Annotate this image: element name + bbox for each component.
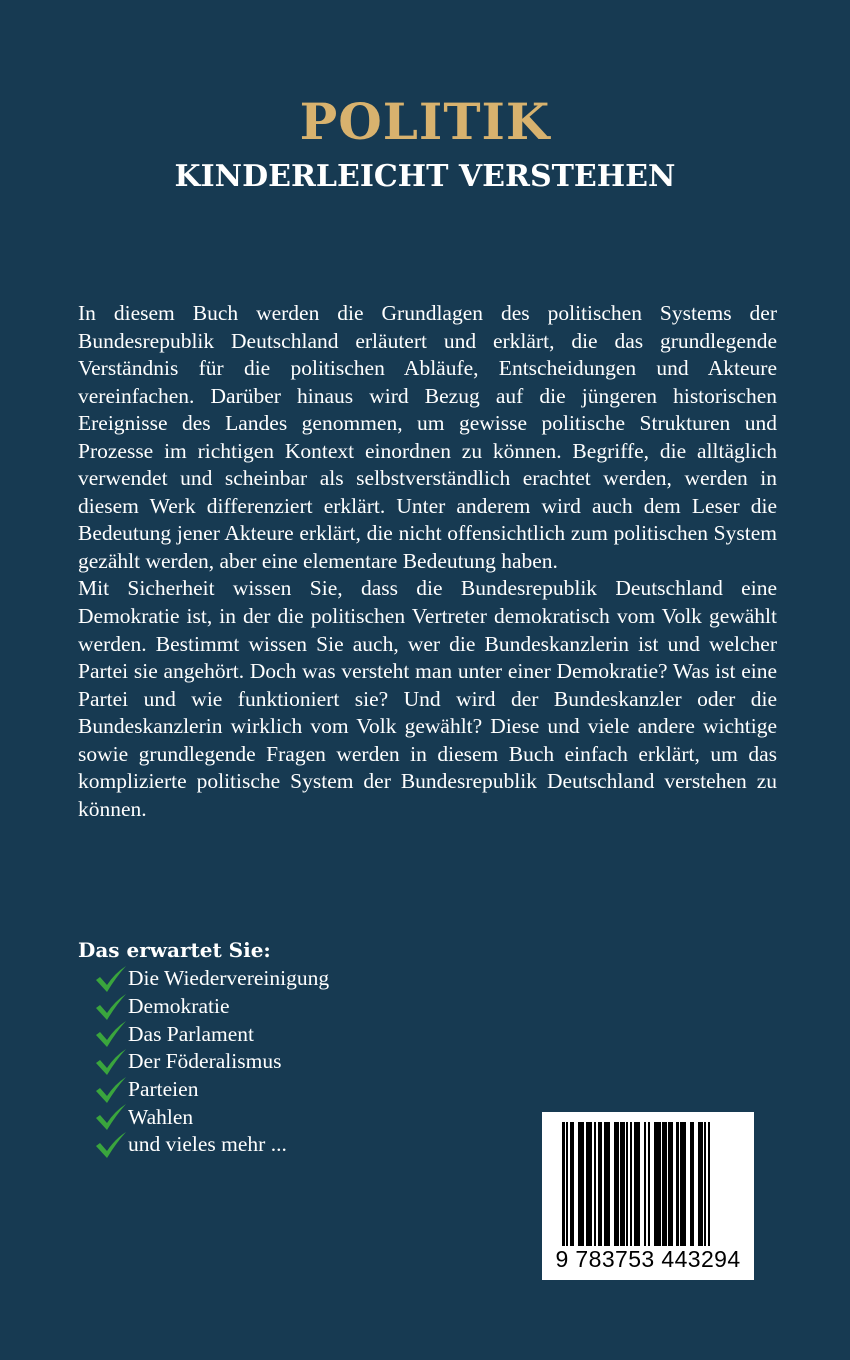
barcode-bar bbox=[698, 1122, 700, 1246]
list-item-label: und vieles mehr ... bbox=[128, 1132, 287, 1157]
barcode-bar bbox=[630, 1122, 632, 1246]
barcode-bar bbox=[562, 1122, 565, 1246]
barcode-bar bbox=[662, 1122, 664, 1246]
barcode-bar bbox=[708, 1122, 710, 1246]
book-title: POLITIK bbox=[299, 92, 551, 151]
isbn-number: 9 783753 443294 bbox=[555, 1246, 741, 1272]
checkmark-icon bbox=[94, 993, 128, 1021]
isbn-barcode bbox=[542, 1112, 754, 1280]
barcode-bar bbox=[656, 1122, 658, 1246]
barcode-bar bbox=[616, 1122, 619, 1246]
checkmark-icon bbox=[94, 1076, 128, 1104]
checkmark-icon bbox=[94, 1020, 128, 1048]
barcode-bar bbox=[670, 1122, 673, 1246]
blurb-text bbox=[78, 300, 777, 823]
list-item bbox=[94, 1020, 329, 1048]
barcode-bar bbox=[594, 1122, 596, 1246]
barcode-bar bbox=[566, 1122, 568, 1246]
barcode-bar bbox=[690, 1122, 692, 1246]
list-item-label: Der Föderalismus bbox=[128, 1049, 282, 1074]
barcode-bar bbox=[590, 1122, 592, 1246]
list-item bbox=[94, 1131, 329, 1159]
barcode-bar bbox=[636, 1122, 638, 1246]
list-item-label: Die Wiedervereinigung bbox=[128, 966, 330, 991]
barcode-bar bbox=[614, 1122, 616, 1246]
barcode-bar bbox=[658, 1122, 661, 1246]
blurb-paragraph-2: Mit Sicherheit wissen Sie, dass die Bundesrepublik Deutschland eine Demokratie ist, in der die politischen Vertreter demokratisch vom Volk gewählt werden. Bestimmt wissen Sie auch, wer die Bundeskanzlerin ist und welcher Partei sie angehört. Doch was versteht man unter einer Demokratie? Was ist eine Partei und wie funktioniert sie? Und wird der Bundeskanzler oder die Bundeskanzlerin wirklich vom Volk gewählt? Diese und viele andere wichtige sowie grundlegende Fragen werden in diesem Buch einfach erklärt, um das komplizierte politische System der Bundesrepublik Deutschland verstehen zu können. bbox=[78, 576, 777, 821]
list-item bbox=[94, 965, 329, 993]
barcode-bar bbox=[570, 1122, 572, 1246]
barcode-bar bbox=[600, 1122, 602, 1246]
barcode-bar bbox=[668, 1122, 670, 1246]
barcode-bar bbox=[684, 1122, 686, 1246]
barcode-bar bbox=[700, 1122, 703, 1246]
list-item bbox=[94, 1103, 329, 1131]
list-heading: Das erwartet Sie: bbox=[78, 938, 271, 962]
barcode-bar bbox=[572, 1122, 574, 1246]
checkmark-icon bbox=[94, 1131, 128, 1159]
list-item bbox=[94, 1048, 329, 1076]
barcode-bar bbox=[644, 1122, 646, 1246]
barcode-bar bbox=[680, 1122, 682, 1246]
checkmark-icon bbox=[94, 1103, 128, 1131]
barcode-bar bbox=[578, 1122, 580, 1246]
barcode-bar bbox=[704, 1122, 706, 1246]
barcode-bar bbox=[664, 1122, 667, 1246]
list-item-label: Das Parlament bbox=[128, 1021, 254, 1046]
list-item bbox=[94, 1076, 329, 1104]
barcode-bar bbox=[608, 1122, 610, 1246]
barcode-bar bbox=[582, 1122, 584, 1246]
blurb-paragraph-1: In diesem Buch werden die Grundlagen des politischen Systems der Bundesrepublik Deutschland erläutert und erklärt, die das grundlegende Verständnis für die politischen Abläufe, Entscheidungen und Akteure vereinfachen. Darüber hinaus wird Bezug auf die jüngeren historischen Ereignisse des Landes genommen, um gewisse politische Strukturen und Prozesse im richtigen Kontext einordnen zu können. Begriffe, die alltäglich verwendet und scheinbar als selbstverständlich erachtet werden, werden in diesem Werk differenziert erklärt. Unter anderem wird auch dem Leser die Bedeutung jener Akteure erklärt, die nicht offensichtlich zum politischen System gezählt werden, aber eine elementare Bedeutung haben. bbox=[78, 301, 777, 573]
list-item-label: Parteien bbox=[128, 1077, 199, 1102]
barcode-bar bbox=[692, 1122, 694, 1246]
feature-list bbox=[94, 965, 329, 1159]
checkmark-icon bbox=[94, 965, 128, 993]
barcode-bar bbox=[676, 1122, 679, 1246]
list-item bbox=[94, 993, 329, 1021]
barcode-bar bbox=[588, 1122, 590, 1246]
barcode-bar bbox=[622, 1122, 625, 1246]
barcode-bar bbox=[654, 1122, 656, 1246]
checkmark-icon bbox=[94, 1048, 128, 1076]
barcode-bar bbox=[606, 1122, 608, 1246]
barcode-bar bbox=[626, 1122, 628, 1246]
barcode-bar bbox=[620, 1122, 622, 1246]
barcode-bar bbox=[638, 1122, 640, 1246]
book-subtitle: KINDERLEICHT VERSTEHEN bbox=[174, 159, 676, 194]
barcode-bar bbox=[648, 1122, 650, 1246]
list-item-label: Demokratie bbox=[128, 994, 230, 1019]
list-item-label: Wahlen bbox=[128, 1104, 194, 1129]
